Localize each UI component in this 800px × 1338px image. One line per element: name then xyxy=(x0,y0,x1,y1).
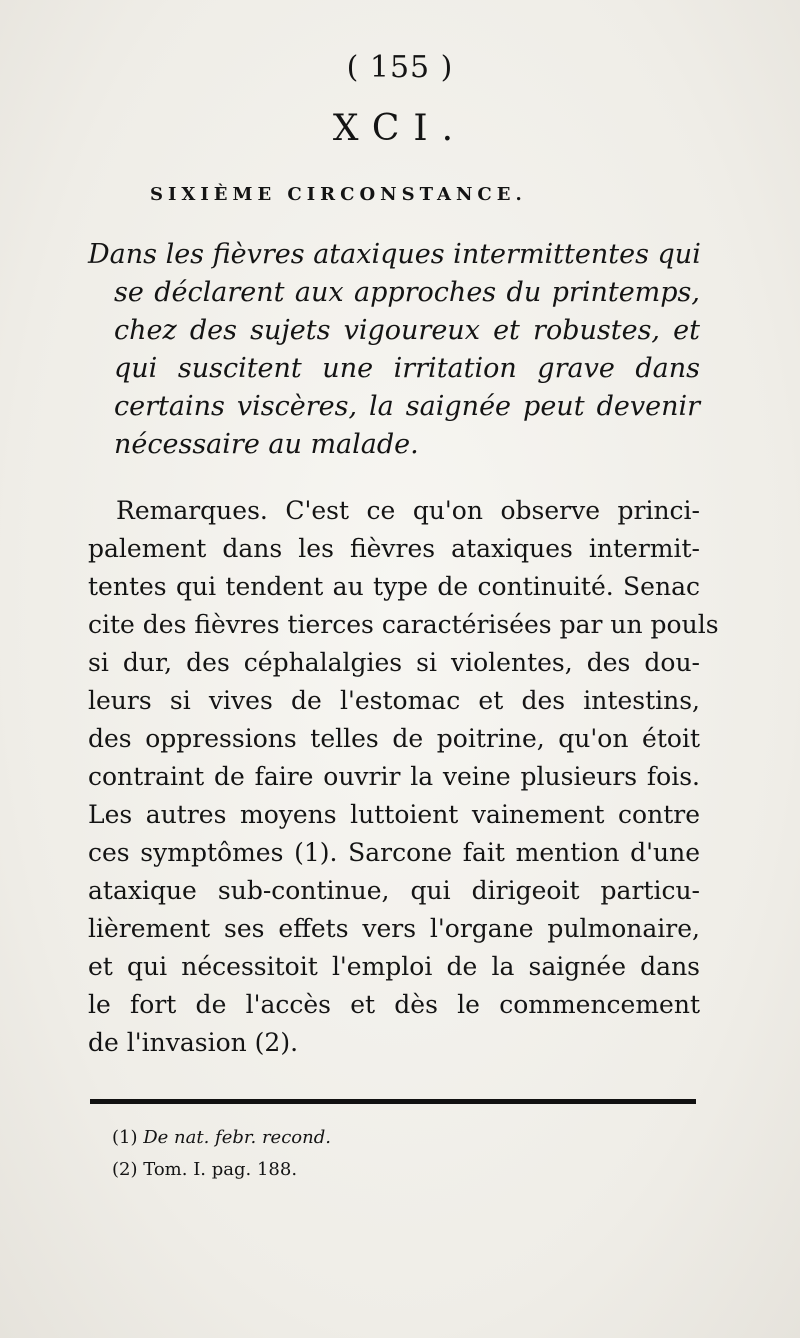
remarks-line: de l'invasion (2). xyxy=(88,1028,299,1057)
remarks-line: le fort de l'accès et dès le commencement xyxy=(88,990,700,1019)
footnote-item xyxy=(112,1154,672,1186)
remarks-line: leurs si vives de l'estomac et des intestins, xyxy=(88,686,700,715)
footnotes xyxy=(112,1122,672,1186)
remarks-paragraph xyxy=(88,492,719,1062)
remarks-line: lièrement ses effets vers l'organe pulmonaire, xyxy=(88,914,700,943)
remarks-line: palement dans les fièvres ataxiques intermit- xyxy=(88,534,700,563)
remarks-line: et qui nécessitoit l'emploi de la saignée dans xyxy=(88,952,700,981)
section-subtitle: SIXIÈME CIRCONSTANCE. xyxy=(150,184,527,205)
page-number: ( 155 ) xyxy=(346,50,454,85)
remarks-line: ataxique sub-continue, qui dirigeoit particu- xyxy=(88,876,700,905)
footnote-item xyxy=(112,1122,672,1154)
remarks-line: Remarques. C'est ce qu'on observe princi- xyxy=(116,496,700,525)
proposition-paragraph xyxy=(88,236,700,464)
remarks-line: contraint de faire ouvrir la veine plusieurs fois. xyxy=(88,762,700,791)
section-number: XCI. xyxy=(332,108,468,149)
proposition-line: certains viscères, la saignée peut devenir xyxy=(114,391,700,422)
proposition-line: Dans les fièvres ataxiques intermittentes qui xyxy=(88,239,701,270)
footnote-text: De nat. febr. recond. xyxy=(143,1127,331,1148)
proposition-line: chez des sujets vigoureux et robustes, et xyxy=(114,315,700,346)
proposition-line: se déclarent aux approches du printemps, xyxy=(114,277,700,308)
footnote-divider xyxy=(90,1099,696,1104)
remarks-line: des oppressions telles de poitrine, qu'on étoit xyxy=(88,724,700,753)
remarks-line: Les autres moyens luttoient vainement contre xyxy=(88,800,700,829)
footnote-text: Tom. I. pag. 188. xyxy=(143,1159,298,1180)
proposition-line: qui suscitent une irritation grave dans xyxy=(114,353,700,384)
footnote-mark: (1) xyxy=(112,1127,138,1148)
proposition-line: nécessaire au malade. xyxy=(114,429,419,460)
remarks-line: ces symptômes (1). Sarcone fait mention d'une xyxy=(88,838,700,867)
footnote-mark: (2) xyxy=(112,1159,138,1180)
remarks-line: si dur, des céphalalgies si violentes, des dou- xyxy=(88,648,700,677)
remarks-line: tentes qui tendent au type de continuité. Senac xyxy=(88,572,700,601)
remarks-line: cite des fièvres tierces caractérisées par un pouls xyxy=(88,610,719,639)
